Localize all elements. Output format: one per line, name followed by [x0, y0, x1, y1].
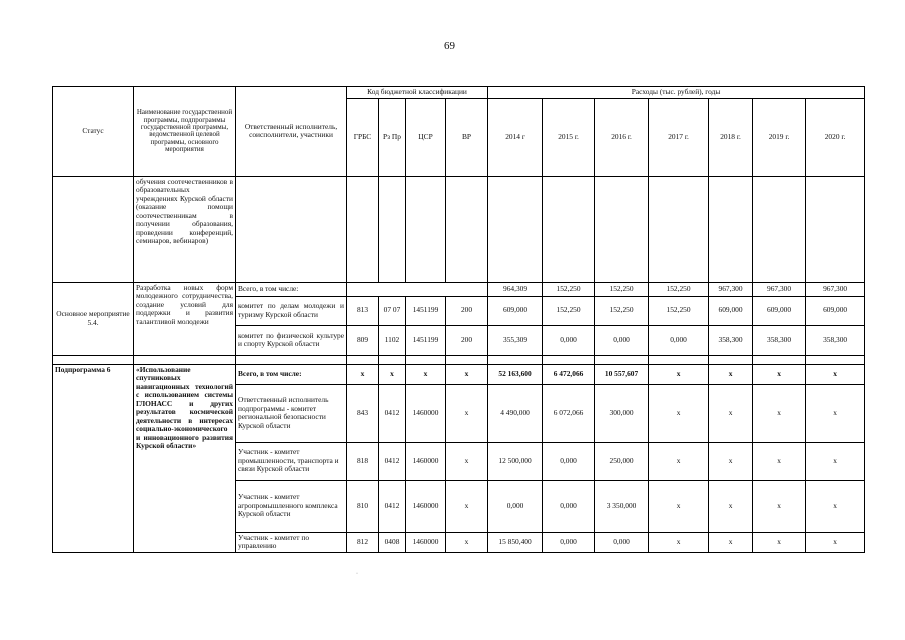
value-cell: x — [806, 384, 865, 442]
value-cell: 52 163,600 — [488, 364, 543, 384]
value-cell: 152,250 — [595, 296, 649, 325]
value-cell: 609,000 — [806, 296, 865, 325]
value-cell: x — [709, 480, 753, 532]
executor: комитет по делам молодежи и туризму Курской области — [236, 296, 347, 325]
csr-cell: 1451199 — [406, 325, 446, 355]
value-cell: 358,300 — [806, 325, 865, 355]
grbs-cell: 843 — [347, 384, 379, 442]
csr-cell: x — [406, 364, 446, 384]
continued-row — [53, 176, 865, 282]
executor: Всего, в том числе: — [236, 364, 347, 384]
value-cell: x — [753, 364, 806, 384]
header-year: 2019 г. — [753, 98, 806, 176]
value-cell: x — [753, 384, 806, 442]
rzpr-cell: 07 07 — [379, 296, 406, 325]
value-cell: 609,000 — [753, 296, 806, 325]
header-year: 2018 г. — [709, 98, 753, 176]
vr-cell: x — [446, 384, 488, 442]
value-cell: x — [649, 364, 709, 384]
value-cell: 250,000 — [595, 442, 649, 480]
value-cell: x — [709, 442, 753, 480]
value-cell: 152,250 — [649, 296, 709, 325]
value-cell: x — [806, 364, 865, 384]
executor: Участник - комитет агропромышленного комплекса Курской области — [236, 480, 347, 532]
value-cell: x — [709, 532, 753, 552]
value-cell: 0,000 — [543, 442, 595, 480]
value-cell: 12 500,000 — [488, 442, 543, 480]
value-cell: 967,300 — [709, 282, 753, 296]
value-cell: 152,250 — [543, 296, 595, 325]
value-cell: x — [753, 480, 806, 532]
csr-cell: 1460000 — [406, 384, 446, 442]
header-year: 2020 г. — [806, 98, 865, 176]
executor: Всего, в том числе: — [236, 282, 347, 296]
header-year: 2017 г. — [649, 98, 709, 176]
vr-cell: x — [446, 364, 488, 384]
header-row-1 — [53, 87, 865, 99]
value-cell: x — [649, 442, 709, 480]
header-year: 2015 г. — [543, 98, 595, 176]
vr-cell: x — [446, 442, 488, 480]
csr-cell: 1460000 — [406, 442, 446, 480]
separator-row — [53, 355, 865, 364]
header-status: Статус — [53, 87, 134, 177]
header-rzpr: Рз Пр — [379, 98, 406, 176]
value-cell: x — [806, 480, 865, 532]
value-cell: x — [753, 532, 806, 552]
subprogram-row-total — [53, 364, 865, 384]
vr-cell: 200 — [446, 325, 488, 355]
header-expenses: Расходы (тыс. рублей), годы — [488, 87, 865, 99]
value-cell: 0,000 — [543, 480, 595, 532]
value-cell: x — [806, 532, 865, 552]
grbs-cell: 812 — [347, 532, 379, 552]
header-year: 2014 г — [488, 98, 543, 176]
value-cell: 609,000 — [709, 296, 753, 325]
header-vr: ВР — [446, 98, 488, 176]
grbs-cell: 810 — [347, 480, 379, 532]
header-executor: Ответственный исполнитель, соисполнители, участники — [236, 87, 347, 177]
value-cell: x — [649, 532, 709, 552]
csr-cell: 1460000 — [406, 532, 446, 552]
value-cell: 355,309 — [488, 325, 543, 355]
rzpr-cell: 0412 — [379, 442, 406, 480]
value-cell: 967,300 — [806, 282, 865, 296]
executor: комитет по физической культуре и спорту Курской области — [236, 325, 347, 355]
value-cell: 152,250 — [649, 282, 709, 296]
measure-name: Разработка новых форм молодежного сотрудничества, создание условий для поддержки и развития талантливой молодежи — [134, 282, 236, 355]
grbs-cell: x — [347, 364, 379, 384]
value-cell: x — [709, 364, 753, 384]
value-cell: 10 557,607 — [595, 364, 649, 384]
rzpr-cell: 0412 — [379, 384, 406, 442]
continued-status — [53, 176, 134, 282]
vr-cell: x — [446, 480, 488, 532]
value-cell: 15 850,400 — [488, 532, 543, 552]
csr-cell: 1460000 — [406, 480, 446, 532]
subprogram-name: «Использование спутниковых навигационных технологий с использованием системы ГЛОНАСС и других результатов космической деятельности в интересах социально-экономического и инновационного развития Курской области» — [134, 364, 236, 552]
value-cell: 0,000 — [488, 480, 543, 532]
value-cell: x — [753, 442, 806, 480]
value-cell: x — [649, 384, 709, 442]
budget-code-empty — [347, 282, 488, 296]
value-cell: 152,250 — [543, 282, 595, 296]
header-year: 2016 г. — [595, 98, 649, 176]
rzpr-cell: x — [379, 364, 406, 384]
value-cell: 0,000 — [595, 325, 649, 355]
executor: Участник - комитет промышленности, транспорта и связи Курской области — [236, 442, 347, 480]
header-name: Наименование государственной программы, подпрограммы государственной программы, ведомственной целевой программы, основного мероприятия — [134, 87, 236, 177]
header-grbs: ГРБС — [347, 98, 379, 176]
header-csr: ЦСР — [406, 98, 446, 176]
value-cell: 358,300 — [753, 325, 806, 355]
value-cell: 967,300 — [753, 282, 806, 296]
value-cell: x — [806, 442, 865, 480]
vr-cell: 200 — [446, 296, 488, 325]
vr-cell: x — [446, 532, 488, 552]
value-cell: 6 472,066 — [543, 364, 595, 384]
value-cell: 609,000 — [488, 296, 543, 325]
page-number: 69 — [444, 40, 455, 52]
measure-row-total — [53, 282, 865, 296]
value-cell: 3 350,000 — [595, 480, 649, 532]
executor: Ответственный исполнитель подпрограммы - комитет региональной безопасности Курской области — [236, 384, 347, 442]
value-cell: 0,000 — [595, 532, 649, 552]
rzpr-cell: 1102 — [379, 325, 406, 355]
value-cell: 152,250 — [595, 282, 649, 296]
value-cell: 964,309 — [488, 282, 543, 296]
value-cell: 4 490,000 — [488, 384, 543, 442]
value-cell: 0,000 — [543, 325, 595, 355]
value-cell: x — [709, 384, 753, 442]
continued-name: обучения соотечественников в образовательных учреждениях Курской области (оказание помощи соотечественникам в получении образования, проведении конференций, семинаров, вебинаров) — [134, 176, 236, 282]
value-cell: 358,300 — [709, 325, 753, 355]
csr-cell: 1451199 — [406, 296, 446, 325]
rzpr-cell: 0408 — [379, 532, 406, 552]
measure-status: Основное мероприятие 5.4. — [53, 282, 134, 355]
value-cell: 0,000 — [649, 325, 709, 355]
executor: Участник - комитет по управлению — [236, 532, 347, 552]
scan-speck: · — [356, 571, 358, 577]
subprogram-status: Подпрограмма 6 — [53, 364, 134, 552]
value-cell: 300,000 — [595, 384, 649, 442]
grbs-cell: 818 — [347, 442, 379, 480]
grbs-cell: 813 — [347, 296, 379, 325]
value-cell: 6 072,066 — [543, 384, 595, 442]
budget-table — [52, 86, 865, 553]
value-cell: x — [649, 480, 709, 532]
rzpr-cell: 0412 — [379, 480, 406, 532]
value-cell: 0,000 — [543, 532, 595, 552]
grbs-cell: 809 — [347, 325, 379, 355]
header-budget-code: Код бюджетной классификации — [347, 87, 488, 99]
